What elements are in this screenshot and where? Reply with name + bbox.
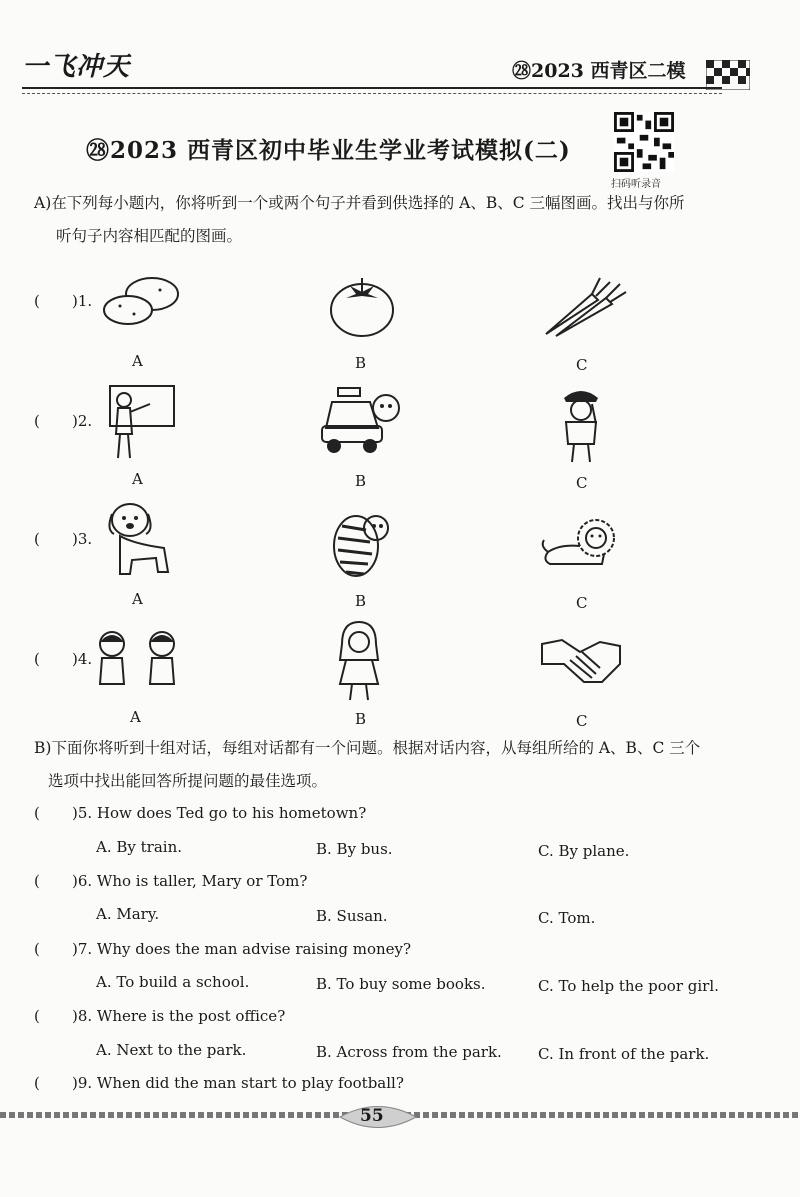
option-label: B <box>355 710 367 728</box>
qr-caption: 扫码听录音 <box>611 179 661 190</box>
option-a: A. Next to the park. <box>96 1041 247 1059</box>
question-number: )2. <box>72 412 93 430</box>
question-number: )3. <box>72 530 93 548</box>
lion-icon <box>540 516 616 570</box>
option-a: A. Mary. <box>96 905 160 923</box>
answer-paren[interactable]: ( <box>34 650 40 668</box>
question-number: )1. <box>72 292 93 310</box>
brand-logo: 一飞冲天 <box>22 52 131 82</box>
teacher-icon <box>106 382 176 462</box>
policeman-icon <box>556 384 606 466</box>
option-b: B. By bus. <box>316 840 393 858</box>
tomato-icon <box>328 272 396 338</box>
option-label: A <box>132 590 143 608</box>
answer-paren[interactable]: ( <box>34 872 40 890</box>
girl-icon <box>334 620 384 704</box>
carrots-icon <box>540 274 630 338</box>
option-label: A <box>132 352 143 370</box>
answer-paren[interactable]: ( <box>34 940 40 958</box>
answer-paren[interactable]: ( <box>34 1007 40 1025</box>
instruction-line: B)下面你将听到十组对话，每组对话都有一个问题。根据对话内容，从每组所给的 A、B、C 三个 <box>34 739 701 757</box>
answer-paren[interactable]: ( <box>34 292 40 310</box>
question-text: )6. Who is taller, Mary or Tom? <box>72 872 308 890</box>
option-a: A. By train. <box>96 838 183 856</box>
instruction-line: 听句子内容相匹配的图画。 <box>56 227 243 245</box>
answer-paren[interactable]: ( <box>34 1074 40 1092</box>
option-b: B. To buy some books. <box>316 975 486 993</box>
option-label: B <box>355 472 367 490</box>
option-label: A <box>130 708 141 726</box>
question-number: )4. <box>72 650 93 668</box>
answer-paren[interactable]: ( <box>34 412 40 430</box>
potatoes-icon <box>100 272 182 328</box>
question-text: )9. When did the man start to play football? <box>72 1074 404 1092</box>
question-text: )5. How does Ted go to his hometown? <box>72 804 367 822</box>
two-kids-icon <box>94 628 180 688</box>
section-b-instruction <box>34 732 774 798</box>
option-label: B <box>355 592 367 610</box>
page-title: ㉘2023 西青区初中毕业生学业考试模拟(二) <box>86 137 571 164</box>
answer-paren[interactable]: ( <box>34 530 40 548</box>
option-a: A. To build a school. <box>96 973 250 991</box>
option-label: C <box>576 474 588 492</box>
qr-code-icon[interactable] <box>614 112 674 172</box>
page-number: 55 <box>360 1106 384 1126</box>
option-label: B <box>355 354 367 372</box>
option-c: C. By plane. <box>538 842 630 860</box>
handshake-icon <box>540 634 622 688</box>
running-header: ㉘2023 西青区二模 <box>512 60 686 82</box>
option-c: C. To help the poor girl. <box>538 977 719 995</box>
option-label: A <box>132 470 143 488</box>
option-b: B. Susan. <box>316 907 388 925</box>
header-rule-dashed <box>22 93 722 94</box>
instruction-line: A)在下列每小题内，你将听到一个或两个句子并看到供选择的 A、B、C 三幅图画。找出与你所 <box>34 194 685 212</box>
option-c: C. In front of the park. <box>538 1045 710 1063</box>
answer-paren[interactable]: ( <box>34 804 40 822</box>
option-label: C <box>576 712 588 730</box>
taxi-driver-icon <box>320 384 404 456</box>
question-text: )8. Where is the post office? <box>72 1007 286 1025</box>
option-label: C <box>576 594 588 612</box>
header-rule <box>22 87 722 89</box>
option-c: C. Tom. <box>538 909 596 927</box>
option-b: B. Across from the park. <box>316 1043 502 1061</box>
instruction-line: 选项中找出能回答所提问题的最佳选项。 <box>48 772 328 790</box>
checker-decoration-icon <box>706 60 750 90</box>
dog-icon <box>104 500 174 580</box>
option-label: C <box>576 356 588 374</box>
tiger-icon <box>326 506 392 582</box>
section-a-instruction <box>34 187 774 253</box>
question-text: )7. Why does the man advise raising money? <box>72 940 412 958</box>
